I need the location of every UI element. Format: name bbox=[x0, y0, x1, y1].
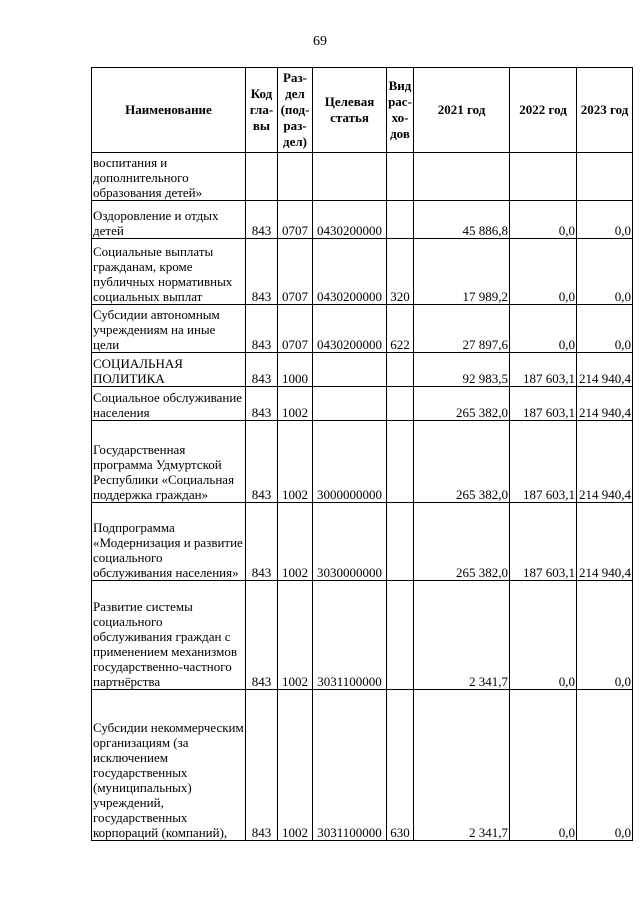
cell-y2022 bbox=[510, 153, 577, 201]
cell-chapter: 843 bbox=[246, 421, 278, 503]
cell-y2021: 265 382,0 bbox=[414, 503, 510, 581]
cell-section: 1002 bbox=[278, 421, 313, 503]
cell-section: 0707 bbox=[278, 239, 313, 305]
cell-y2021: 17 989,2 bbox=[414, 239, 510, 305]
cell-expense-type bbox=[387, 387, 414, 421]
cell-section: 1002 bbox=[278, 581, 313, 690]
cell-y2021: 27 897,6 bbox=[414, 305, 510, 353]
cell-y2021: 92 983,5 bbox=[414, 353, 510, 387]
cell-target bbox=[313, 353, 387, 387]
cell-y2022: 187 603,1 bbox=[510, 421, 577, 503]
cell-name: Оздоровление и отдых детей bbox=[92, 201, 246, 239]
cell-target: 0430200000 bbox=[313, 239, 387, 305]
table-header-row bbox=[92, 68, 633, 153]
cell-name: воспитания и дополнительного образования детей» bbox=[92, 153, 246, 201]
cell-name: Социальные выплаты гражданам, кроме публичных нормативных социальных выплат bbox=[92, 239, 246, 305]
cell-section: 0707 bbox=[278, 305, 313, 353]
cell-y2022: 0,0 bbox=[510, 305, 577, 353]
cell-expense-type bbox=[387, 153, 414, 201]
cell-y2023: 0,0 bbox=[577, 201, 633, 239]
cell-section: 1002 bbox=[278, 690, 313, 841]
cell-y2023: 0,0 bbox=[577, 581, 633, 690]
cell-target: 0430200000 bbox=[313, 201, 387, 239]
header-target: Целевая статья bbox=[313, 68, 387, 153]
cell-y2021: 265 382,0 bbox=[414, 387, 510, 421]
cell-expense-type bbox=[387, 421, 414, 503]
cell-chapter: 843 bbox=[246, 239, 278, 305]
cell-target bbox=[313, 153, 387, 201]
header-section: Раз- дел (под- раз- дел) bbox=[278, 68, 313, 153]
cell-y2023: 214 940,4 bbox=[577, 421, 633, 503]
table-row bbox=[92, 153, 633, 201]
cell-y2023: 0,0 bbox=[577, 690, 633, 841]
table-row bbox=[92, 201, 633, 239]
cell-y2021: 2 341,7 bbox=[414, 581, 510, 690]
cell-name: Социальное обслуживание населения bbox=[92, 387, 246, 421]
table-row bbox=[92, 581, 633, 690]
cell-expense-type: 320 bbox=[387, 239, 414, 305]
table-row bbox=[92, 690, 633, 841]
cell-y2023: 214 940,4 bbox=[577, 353, 633, 387]
cell-name: Подпрограмма «Модернизация и развитие социального обслуживания населения» bbox=[92, 503, 246, 581]
table-row bbox=[92, 421, 633, 503]
cell-name: Субсидии автономным учреждениям на иные цели bbox=[92, 305, 246, 353]
cell-name: Государственная программа Удмуртской Республики «Социальная поддержка граждан» bbox=[92, 421, 246, 503]
cell-section: 1000 bbox=[278, 353, 313, 387]
cell-y2022: 187 603,1 bbox=[510, 353, 577, 387]
cell-expense-type: 630 bbox=[387, 690, 414, 841]
table-row bbox=[92, 305, 633, 353]
cell-y2022: 0,0 bbox=[510, 201, 577, 239]
table-row bbox=[92, 239, 633, 305]
cell-expense-type bbox=[387, 581, 414, 690]
cell-chapter: 843 bbox=[246, 305, 278, 353]
cell-chapter: 843 bbox=[246, 581, 278, 690]
cell-y2022: 0,0 bbox=[510, 690, 577, 841]
header-2023: 2023 год bbox=[577, 68, 633, 153]
cell-y2023: 0,0 bbox=[577, 305, 633, 353]
cell-y2023: 214 940,4 bbox=[577, 387, 633, 421]
cell-expense-type bbox=[387, 201, 414, 239]
cell-y2021 bbox=[414, 153, 510, 201]
cell-y2023: 0,0 bbox=[577, 239, 633, 305]
cell-section: 1002 bbox=[278, 503, 313, 581]
cell-target: 3031100000 bbox=[313, 581, 387, 690]
cell-expense-type bbox=[387, 353, 414, 387]
cell-y2023: 214 940,4 bbox=[577, 503, 633, 581]
cell-y2023 bbox=[577, 153, 633, 201]
cell-y2021: 265 382,0 bbox=[414, 421, 510, 503]
cell-section bbox=[278, 153, 313, 201]
header-name: Наименование bbox=[92, 68, 246, 153]
header-chapter: Код гла- вы bbox=[246, 68, 278, 153]
cell-target: 3031100000 bbox=[313, 690, 387, 841]
cell-target bbox=[313, 387, 387, 421]
cell-y2021: 2 341,7 bbox=[414, 690, 510, 841]
cell-name: Развитие системы социального обслуживания граждан с применением механизмов государственно-частного партнёрства bbox=[92, 581, 246, 690]
cell-expense-type: 622 bbox=[387, 305, 414, 353]
cell-section: 0707 bbox=[278, 201, 313, 239]
cell-name: СОЦИАЛЬНАЯ ПОЛИТИКА bbox=[92, 353, 246, 387]
table-row bbox=[92, 387, 633, 421]
cell-chapter: 843 bbox=[246, 690, 278, 841]
cell-target: 3000000000 bbox=[313, 421, 387, 503]
cell-name: Субсидии некоммерческим организациям (за исключением государственных (муниципальных) учреждений, государственных корпораций (компаний), bbox=[92, 690, 246, 841]
cell-chapter: 843 bbox=[246, 353, 278, 387]
cell-section: 1002 bbox=[278, 387, 313, 421]
cell-y2022: 187 603,1 bbox=[510, 503, 577, 581]
cell-chapter: 843 bbox=[246, 503, 278, 581]
header-2022: 2022 год bbox=[510, 68, 577, 153]
cell-target: 0430200000 bbox=[313, 305, 387, 353]
page-number: 69 bbox=[313, 34, 327, 49]
cell-target: 3030000000 bbox=[313, 503, 387, 581]
cell-y2022: 0,0 bbox=[510, 239, 577, 305]
table-row bbox=[92, 353, 633, 387]
cell-y2022: 0,0 bbox=[510, 581, 577, 690]
header-2021: 2021 год bbox=[414, 68, 510, 153]
budget-table bbox=[91, 67, 633, 841]
cell-chapter bbox=[246, 153, 278, 201]
header-expense-type: Вид рас- хо- дов bbox=[387, 68, 414, 153]
table-row bbox=[92, 503, 633, 581]
cell-y2021: 45 886,8 bbox=[414, 201, 510, 239]
cell-y2022: 187 603,1 bbox=[510, 387, 577, 421]
cell-chapter: 843 bbox=[246, 201, 278, 239]
cell-expense-type bbox=[387, 503, 414, 581]
cell-chapter: 843 bbox=[246, 387, 278, 421]
